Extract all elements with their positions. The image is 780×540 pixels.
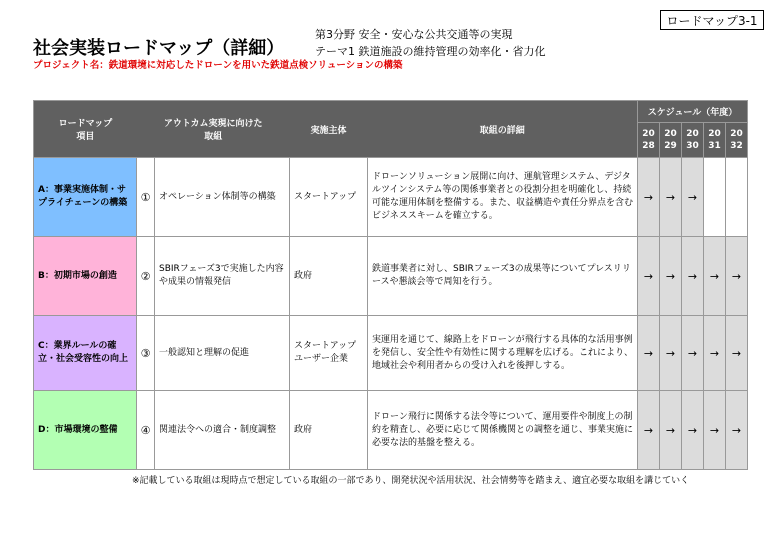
- arrow-icon: →: [660, 237, 682, 316]
- actor-text: スタートアップ: [290, 158, 368, 237]
- page-title: 社会実装ロードマップ（詳細）: [33, 38, 285, 59]
- arrow-icon: →: [660, 316, 682, 391]
- year-header: 20 29: [660, 123, 682, 158]
- empty-schedule-cell: [704, 158, 726, 237]
- detail-text: ドローンソリューション展開に向け、運航管理システム、デジタルツインシステム等の関係事業者との役割分担を明確化し、持続可能な運用体制を整備する。また、収益構造や責任分界点を含むビジネススキームを確立する。: [368, 158, 638, 237]
- detail-text: ドローン飛行に関係する法令等について、運用要件や制度上の制約を精査し、必要に応じて関係機関との調整を通じ、事業実施に必要な法的基盤を整える。: [368, 391, 638, 470]
- field-label: 第3分野 安全・安心な公共交通等の実現: [315, 28, 513, 41]
- footnote: ※記載している取組は現時点で想定している取組の一部であり、開発状況や活用状況、社会情勢等を踏まえ、適宜必要な取組を講じていく: [132, 476, 690, 486]
- year-header: 20 31: [704, 123, 726, 158]
- header-detail: 取組の詳細: [479, 125, 525, 136]
- actor-text: スタートアップ ユーザー企業: [290, 316, 368, 391]
- header-item: ロードマップ 項目: [58, 119, 113, 142]
- header-block: [34, 101, 638, 158]
- arrow-icon: →: [682, 391, 704, 470]
- roadmap-row: [34, 316, 748, 391]
- arrow-icon: →: [682, 237, 704, 316]
- arrow-icon: →: [704, 316, 726, 391]
- arrow-icon: →: [726, 391, 748, 470]
- roadmap-table: [33, 100, 748, 470]
- roadmap-row: [34, 237, 748, 316]
- outcome-text: SBIRフェーズ3で実施した内容や成果の情報発信: [155, 237, 290, 316]
- item-number: ②: [137, 237, 155, 316]
- roadmap-row: [34, 391, 748, 470]
- header-actor: 実施主体: [310, 125, 347, 136]
- arrow-icon: →: [704, 237, 726, 316]
- document-badge: ロードマップ3-1: [660, 10, 764, 30]
- roadmap-item: C：業界ルールの確立・社会受容性の向上: [34, 316, 137, 391]
- item-number: ③: [137, 316, 155, 391]
- year-header: 20 32: [726, 123, 748, 158]
- item-number: ①: [137, 158, 155, 237]
- arrow-icon: →: [682, 158, 704, 237]
- arrow-icon: →: [660, 391, 682, 470]
- project-name: プロジェクト名：鉄道環境に対応したドローンを用いた鉄道点検ソリューションの構築: [33, 60, 403, 71]
- arrow-icon: →: [638, 316, 660, 391]
- header-outcome: アウトカム実現に向けた 取組: [163, 119, 263, 142]
- detail-text: 実運用を通じて、線路上をドローンが飛行する具体的な活用事例を発信し、安全性や有効性に関する理解を広げる。これにより、地域社会や利用者からの受け入れを後押しする。: [368, 316, 638, 391]
- actor-text: 政府: [290, 391, 368, 470]
- arrow-icon: →: [704, 391, 726, 470]
- actor-text: 政府: [290, 237, 368, 316]
- arrow-icon: →: [682, 316, 704, 391]
- detail-text: 鉄道事業者に対し、SBIRフェーズ3の成果等についてプレスリリースや懇談会等で周知を行う。: [368, 237, 638, 316]
- header-schedule: スケジュール（年度）: [638, 101, 748, 123]
- item-number: ④: [137, 391, 155, 470]
- arrow-icon: →: [638, 237, 660, 316]
- outcome-text: 関連法令への適合・制度調整: [155, 391, 290, 470]
- empty-schedule-cell: [726, 158, 748, 237]
- year-header: 20 28: [638, 123, 660, 158]
- arrow-icon: →: [726, 316, 748, 391]
- roadmap-item: A：事業実施体制・サプライチェーンの構築: [34, 158, 137, 237]
- arrow-icon: →: [638, 158, 660, 237]
- outcome-text: 一般認知と理解の促進: [155, 316, 290, 391]
- roadmap-item: D：市場環境の整備: [34, 391, 137, 470]
- arrow-icon: →: [638, 391, 660, 470]
- year-header: 20 30: [682, 123, 704, 158]
- roadmap-row: [34, 158, 748, 237]
- arrow-icon: →: [726, 237, 748, 316]
- outcome-text: オペレーション体制等の構築: [155, 158, 290, 237]
- arrow-icon: →: [660, 158, 682, 237]
- theme-label: テーマ1 鉄道施設の維持管理の効率化・省力化: [315, 45, 546, 58]
- roadmap-item: B：初期市場の創造: [34, 237, 137, 316]
